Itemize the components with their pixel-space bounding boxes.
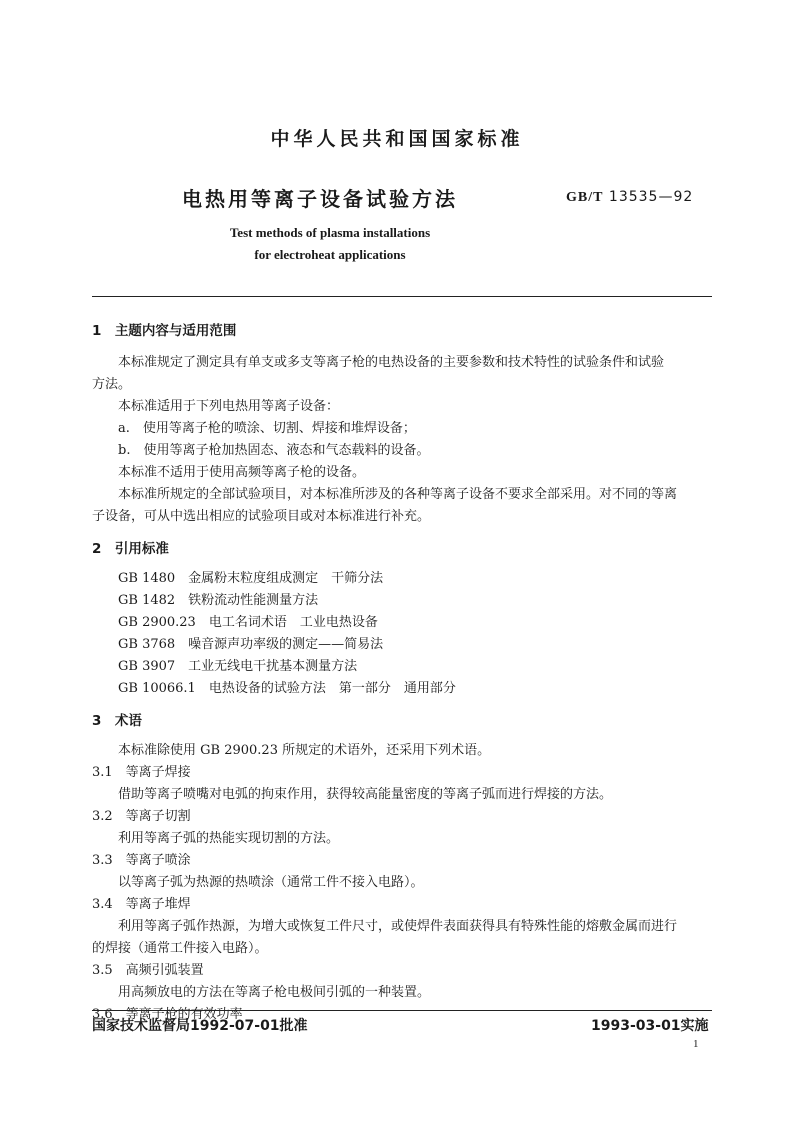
term-3-3-title: 3.3 等离子喷涂: [92, 853, 191, 868]
term-3-2-definition: 利用等离子弧的热能实现切割的方法。: [118, 831, 340, 846]
footer-rule: [92, 1010, 712, 1011]
section-1-item-a: a. 使用等离子枪的喷涂、切割、焊接和堆焊设备；: [118, 421, 416, 436]
reference-item: GB 10066.1 电热设备的试验方法 第一部分 通用部分: [118, 681, 456, 696]
term-3-1-definition: 借助等离子喷嘴对电弧的拘束作用，获得较高能量密度的等离子弧而进行焊接的方法。: [118, 787, 613, 802]
term-3-4-definition-line1: 利用等离子弧作热源，为增大或恢复工件尺寸，或使焊件表面获得具有特殊性能的熔敷金属而进行: [118, 919, 678, 934]
standard-code-prefix: GB/T: [566, 190, 604, 205]
standard-organization: 中华人民共和国国家标准: [270, 128, 524, 150]
section-1-heading: 1 主题内容与适用范围: [92, 323, 237, 339]
reference-item: GB 1480 金属粉末粒度组成测定 干筛分法: [118, 571, 384, 586]
term-3-3-definition: 以等离子弧为热源的热喷涂（通常工件不接入电路）。: [118, 875, 424, 890]
section-1-p1-line1: 本标准规定了测定具有单支或多支等离子枪的电热设备的主要参数和技术特性的试验条件和试验: [118, 355, 665, 370]
section-3-intro: 本标准除使用 GB 2900.23 所规定的术语外，还采用下列术语。: [118, 743, 491, 758]
reference-item: GB 2900.23 电工名词术语 工业电热设备: [118, 615, 378, 630]
standard-code-number: 13535—92: [608, 189, 694, 205]
term-3-1-title: 3.1 等离子焊接: [92, 765, 191, 780]
page-number: 1: [693, 1038, 699, 1050]
reference-item: GB 3907 工业无线电干扰基本测量方法: [118, 659, 358, 674]
approval-note: 国家技术监督局1992-07-01批准: [92, 1018, 308, 1034]
section-1-p2: 本标准适用于下列电热用等离子设备：: [118, 399, 340, 414]
section-1-p1-line2: 方法。: [92, 377, 132, 392]
section-1-item-b: b. 使用等离子枪加热固态、液态和气态载料的设备。: [118, 443, 430, 458]
reference-item: GB 3768 噪音源声功率级的测定——简易法: [118, 637, 384, 652]
section-1-p4-line1: 本标准所规定的全部试验项目，对本标准所涉及的各种等离子设备不要求全部采用。对不同的等离: [118, 487, 678, 502]
term-3-5-definition: 用高频放电的方法在等离子枪电极间引弧的一种装置。: [118, 985, 431, 1000]
section-2-heading: 2 引用标准: [92, 541, 169, 557]
term-3-4-definition-line2: 的焊接（通常工件接入电路）。: [92, 941, 268, 956]
section-1-p3: 本标准不适用于使用高频等离子枪的设备。: [118, 465, 366, 480]
term-3-4-title: 3.4 等离子堆焊: [92, 897, 191, 912]
document-title-zh: 电热用等离子设备试验方法: [182, 187, 458, 211]
section-1-p4-line2: 子设备，可从中选出相应的试验项目或对本标准进行补充。: [92, 509, 431, 524]
header-rule: [92, 296, 712, 297]
term-3-2-title: 3.2 等离子切割: [92, 809, 191, 824]
document-title-en-line1: Test methods of plasma installations: [229, 225, 431, 240]
term-3-6-title: 3.6 等离子枪的有效功率: [92, 1007, 243, 1022]
implementation-note: 1993-03-01实施: [591, 1018, 709, 1034]
document-title-en-line2: for electroheat applications: [254, 247, 406, 262]
term-3-5-title: 3.5 高频引弧装置: [92, 963, 204, 978]
reference-item: GB 1482 铁粉流动性能测量方法: [118, 593, 319, 608]
standard-code: [566, 189, 693, 206]
section-3-heading: 3 术语: [92, 713, 142, 729]
